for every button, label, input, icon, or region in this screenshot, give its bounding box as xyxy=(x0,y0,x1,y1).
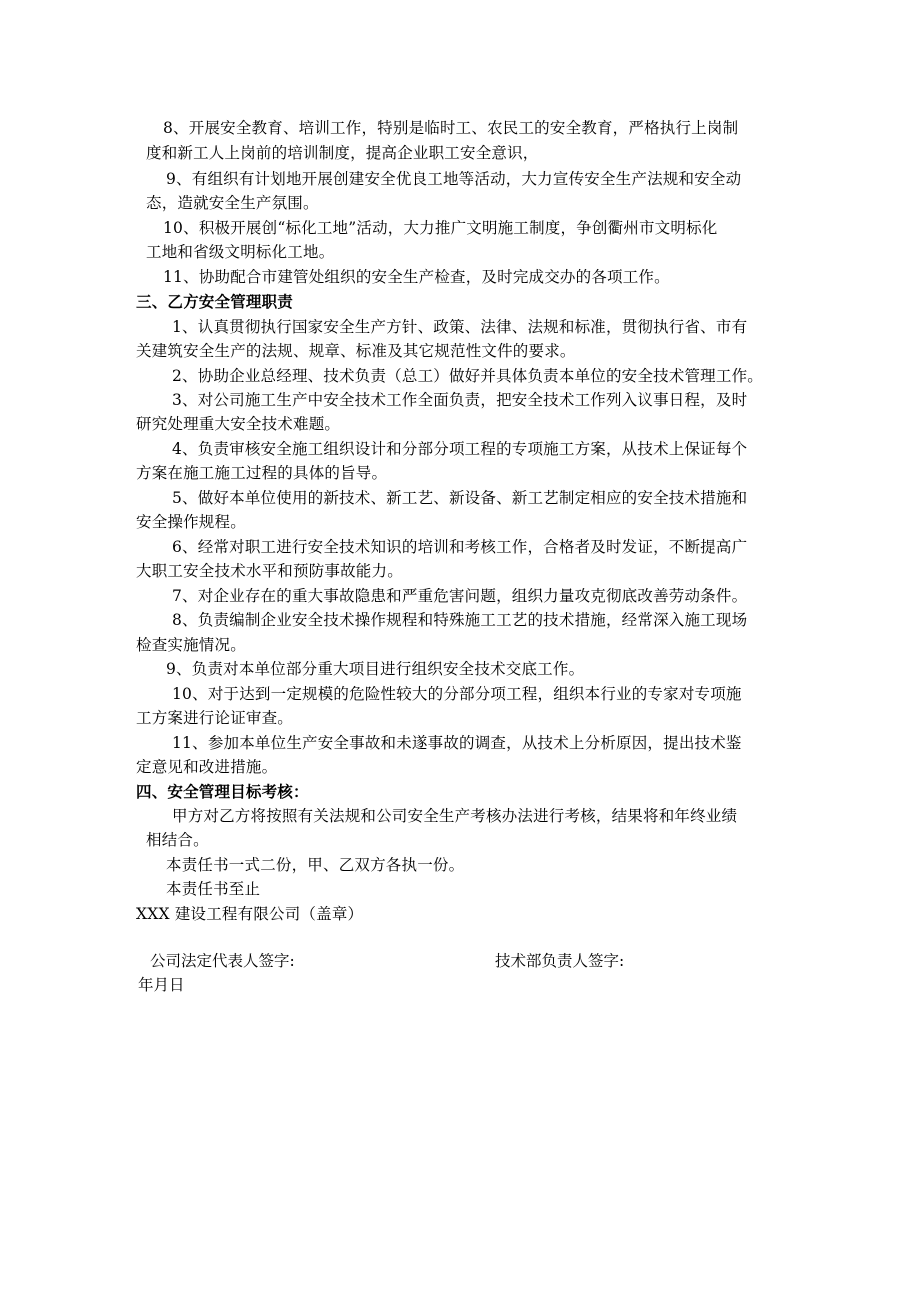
item-8-line1: 8、开展安全教育、培训工作，特别是临时工、农民工的安全教育，严格执行上岗制 xyxy=(163,119,739,137)
s3-item-4-line1: 4、负责审核安全施工组织设计和分部分项工程的专项施工方案，从技术上保证每个 xyxy=(172,440,748,458)
item-10-line1: 10、积极开展创“标化工地”活动，大力推广文明施工制度，争创衢州市文明标化 xyxy=(163,219,718,237)
s3-item-8-line2: 检查实施情况。 xyxy=(136,636,246,654)
s3-item-1-line2: 关建筑安全生产的法规、规章、标准及其它规范性文件的要求。 xyxy=(136,342,576,360)
s3-item-11-line2: 定意见和改进措施。 xyxy=(136,758,278,776)
s3-item-5-line1: 5、做好本单位使用的新技术、新工艺、新设备、新工艺制定相应的安全技术措施和 xyxy=(172,489,748,507)
s3-item-3-line1: 3、对公司施工生产中安全技术工作全面负责，把安全技术工作列入议事日程，及时 xyxy=(172,391,748,409)
s3-item-6-line1: 6、经常对职工进行安全技术知识的培训和考核工作，合格者及时发证，不断提高广 xyxy=(172,538,748,556)
legal-rep-signature-label: 公司法定代表人签字: xyxy=(150,952,295,970)
s3-item-3-line2: 研究处理重大安全技术难题。 xyxy=(136,415,341,433)
date-label: 年月日 xyxy=(138,976,185,994)
item-9-line1: 9、有组织有计划地开展创建安全优良工地等活动，大力宣传安全生产法规和安全动 xyxy=(166,170,742,188)
s3-item-9-line1: 9、负责对本单位部分重大项目进行组织安全技术交底工作。 xyxy=(166,660,585,678)
s4-p1-line2: 相结合。 xyxy=(146,831,209,849)
s3-item-6-line2: 大职工安全技术水平和预防事故能力。 xyxy=(136,562,403,580)
s3-item-7-line1: 7、对企业存在的重大事故隐患和严重危害问题，组织力量攻克彻底改善劳动条件。 xyxy=(172,587,748,605)
company-name: XXX 建设工程有限公司（盖章） xyxy=(136,905,364,923)
s4-p2: 本责任书一式二份，甲、乙双方各执一份。 xyxy=(166,856,465,874)
section-three-heading: 三、乙方安全管理职责 xyxy=(136,292,294,311)
item-9-line2: 态，造就安全生产氛围。 xyxy=(146,194,319,212)
s3-item-4-line2: 方案在施工施工过程的具体的旨导。 xyxy=(136,464,388,482)
s3-item-1-line1: 1、认真贯彻执行国家安全生产方针、政策、法律、法规和标准，贯彻执行省、市有 xyxy=(172,318,748,336)
s3-item-10-line2: 工方案进行论证审查。 xyxy=(136,709,294,727)
s3-item-8-line1: 8、负责编制企业安全技术操作规程和特殊施工工艺的技术措施，经常深入施工现场 xyxy=(172,611,748,629)
s3-item-5-line2: 安全操作规程。 xyxy=(136,513,246,531)
tech-head-signature-label: 技术部负责人签字: xyxy=(495,952,625,970)
s4-p1-line1: 甲方对乙方将按照有关法规和公司安全生产考核办法进行考核，结果将和年终业绩 xyxy=(172,807,738,825)
item-11-line1: 11、协助配合市建管处组织的安全生产检查，及时完成交办的各项工作。 xyxy=(163,268,670,286)
s3-item-2-line1: 2、协助企业总经理、技术负责（总工）做好并具体负责本单位的安全技术管理工作。 xyxy=(172,367,763,385)
s3-item-10-line1: 10、对于达到一定规模的危险性较大的分部分项工程，组织本行业的专家对专项施 xyxy=(172,685,742,703)
item-8-line2: 度和新工人上岗前的培训制度，提高企业职工安全意识， xyxy=(146,144,539,162)
item-10-line2: 工地和省级文明标化工地。 xyxy=(146,243,335,261)
s4-p3: 本责任书至止 xyxy=(166,880,261,898)
s3-item-11-line1: 11、参加本单位生产安全事故和未遂事故的调查，从技术上分析原因，提出技术鉴 xyxy=(172,734,742,752)
section-four-heading: 四、安全管理目标考核： xyxy=(136,782,309,801)
